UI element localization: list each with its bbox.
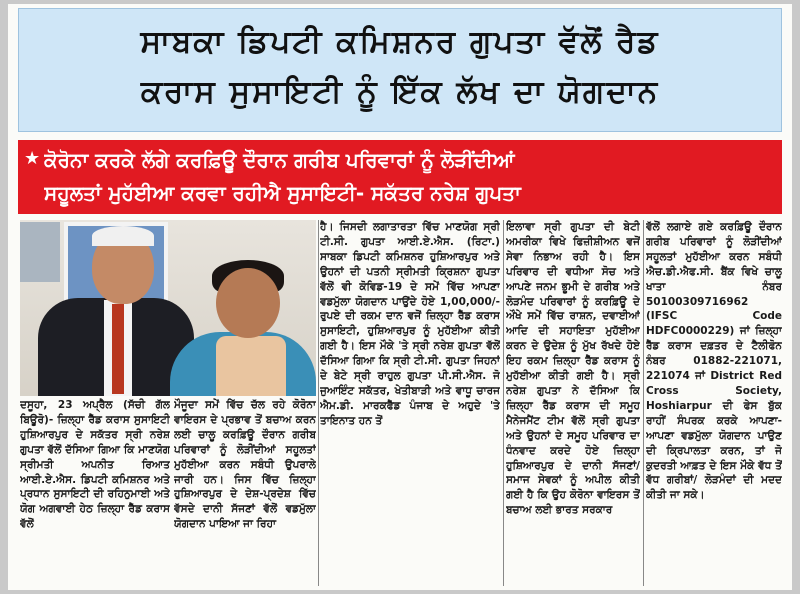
newspaper-clipping bbox=[8, 4, 792, 590]
article-column-4 bbox=[506, 220, 640, 586]
background-picture bbox=[20, 222, 60, 282]
subheadline-line-2: ਸਹੂਲਤਾਂ ਮੁਹੱਈਆ ਕਰਵਾ ਰਹੀਐ ਸੁਸਾਇਟੀ- ਸਕੱਤਰ ਨਰੇਸ਼ ਗੁਪਤਾ bbox=[44, 181, 521, 205]
photo-gupta-couple bbox=[20, 220, 316, 396]
headline-line-1: ਸਾਬਕਾ ਡਿਪਟੀ ਕਮਿਸ਼ਨਰ ਗੁਪਤਾ ਵੱਲੋਂ ਰੈਡ bbox=[140, 24, 660, 60]
article-column-1 bbox=[20, 398, 170, 586]
headline-box bbox=[18, 8, 782, 132]
man-hair bbox=[92, 226, 154, 246]
column-5-text: ਵੱਲੋਂ ਲਗਾਏ ਗਏ ਕਰਫ਼ਿਊ ਦੌਰਾਨ ਗਰੀਬ ਪਰਿਵਾਰਾਂ ਨੂੰ ਲੋੜੀਂਦੀਆਂ ਸਹੂਲਤਾਂ ਮੁਹੱਈਆ ਕਰਨ ਸਬੰਧੀ ਐਚ.ਡੀ.ਐਫ.ਸੀ. ਬੈਂਕ ਵਿਖੇ ਚਾਲੂ ਖਾਤਾ ਨੰਬਰ 50100309716962 (IFSC Code HDFC0000229) ਜਾਂ ਜ਼ਿਲ੍ਹਾ ਰੈੱਡ ਕਰਾਸ ਦਫ਼ਤਰ ਦੇ ਟੈਲੀਫੋਨ ਨੰਬਰ 01882-221071, 221074 ਜਾਂ District Red Cross Society, Hoshiarpur ਦੀ ਫੇਸ ਬੁੱਕ ਰਾਹੀਂ ਸੰਪਰਕ ਕਰਕੇ ਆਪਣਾ- ਆਪਣਾ ਵਡਮੁੱਲਾ ਯੋਗਦਾਨ ਪਾਉਣ ਦੀ ਕ੍ਰਿਪਾਲਤਾ ਕਰਨ, ਤਾਂ ਜੋ ਕੁਦਰਤੀ ਆਫ਼ਤ ਦੇ ਇਸ ਮੌਕੇ ਵੱਧ ਤੋਂ ਵੱਧ ਗਰੀਬਾਂ/ ਲੋੜਮੰਦਾਂ ਦੀ ਮਦਦ ਕੀਤੀ ਜਾ ਸਕੇ। bbox=[646, 221, 782, 502]
man-tie bbox=[112, 304, 124, 394]
column-4-text: ਇਲਾਵਾ ਸ੍ਰੀ ਗੁਪਤਾ ਦੀ ਬੇਟੀ ਅਮਰੀਕਾ ਵਿਖੇ ਫਿਜ਼ੀਸ਼ੀਅਨ ਵਜੋਂ ਸੇਵਾ ਨਿਭਾਅ ਰਹੀ ਹੈ। ਇਸ ਪਰਿਵਾਰ ਦੀ ਵਧੀਆ ਸੋਚ ਅਤੇ ਆਪਣੇ ਜਨਮ ਭੂਮੀ ਦੇ ਗਰੀਬ ਅਤੇ ਲੋੜਮੰਦ ਪਰਿਵਾਰਾਂ ਨੂੰ ਕਰਫ਼ਿਊ ਦੇ ਔਖੇ ਸਮੇਂ ਵਿੱਚ ਰਾਸ਼ਨ, ਦਵਾਈਆਂ ਆਦਿ ਦੀ ਸਹਾਇਤਾ ਮੁਹੱਈਆ ਕਰਨ ਦੇ ਉਦੇਸ਼ ਨੂੰ ਮੁੱਖ ਰੱਖਦੇ ਹੋਏ ਇਹ ਰਕਮ ਜ਼ਿਲ੍ਹਾ ਰੈੱਡ ਕਰਾਸ ਨੂੰ ਮੁਹੱਈਆ ਕੀਤੀ ਗਈ ਹੈ। ਸ੍ਰੀ ਨਰੇਸ਼ ਗੁਪਤਾ ਨੇ ਦੱਸਿਆ ਕਿ ਜ਼ਿਲ੍ਹਾ ਰੈੱਡ ਕਰਾਸ ਦੀ ਸਮੂਹ ਮੈਨੇਜਮੈਂਟ ਟੀਮ ਵੱਲੋਂ ਸ੍ਰੀ ਗੁਪਤਾ ਅਤੇ ਉਹਨਾਂ ਦੇ ਸਮੂਹ ਪਰਿਵਾਰ ਦਾ ਧੰਨਵਾਦ ਕਰਦੇ ਹੋਏ ਜ਼ਿਲ੍ਹਾ ਹੁਸ਼ਿਆਰਪੁਰ ਦੇ ਦਾਨੀ ਸੱਜਣਾਂ/ ਸਮਾਜ ਸੇਵਕਾਂ ਨੂੰ ਅਪੀਲ ਕੀਤੀ ਗਈ ਹੈ ਕਿ ਉਹ ਕੋਰੋਨਾ ਵਾਇਰਸ ਤੋਂ ਬਚਾਅ ਲਈ ਭਾਰਤ ਸਰਕਾਰ bbox=[506, 221, 640, 517]
woman-face bbox=[216, 268, 280, 338]
star-bullet-icon: ★ bbox=[24, 148, 41, 169]
article-column-5 bbox=[646, 220, 782, 586]
column-divider bbox=[318, 220, 319, 586]
headline-line-2: ਕਰਾਸ ਸੁਸਾਇਟੀ ਨੂੰ ਇੱਕ ਲੱਖ ਦਾ ਯੋਗਦਾਨ bbox=[140, 74, 660, 110]
woman-blouse bbox=[216, 336, 286, 396]
column-divider bbox=[643, 220, 644, 586]
article-column-2 bbox=[174, 398, 316, 586]
subheadline-banner bbox=[18, 140, 782, 214]
subheadline-line-1: ਕੋਰੋਨਾ ਕਰਕੇ ਲੱਗੇ ਕਰਫ਼ਿਊ ਦੌਰਾਨ ਗਰੀਬ ਪਰਿਵਾਰਾਂ ਨੂੰ ਲੋੜੀਂਦੀਆਂ bbox=[44, 148, 515, 172]
column-3-text: ਹੈ। ਜਿਸਦੀ ਲਗਾਤਾਰਤਾ ਵਿੱਚ ਮਾਣਯੋਗ ਸ੍ਰੀ ਟੀ.ਸੀ. ਗੁਪਤਾ ਆਈ.ਏ.ਐਸ. (ਰਿਟਾ.) ਸਾਬਕਾ ਡਿਪਟੀ ਕਮਿਸ਼ਨਰ ਹੁਸ਼ਿਆਰਪੁਰ ਅਤੇ ਉਹਨਾਂ ਦੀ ਪਤਨੀ ਸ੍ਰੀਮਤੀ ਕ੍ਰਿਸ਼ਨਾ ਗੁਪਤਾ ਵੱਲੋਂ ਵੀ ਕੋਵਿਡ-19 ਦੇ ਸਮੇਂ ਵਿੱਚ ਆਪਣਾ ਵਡਮੁੱਲਾ ਯੋਗਦਾਨ ਪਾਉਂਦੇ ਹੋਏ 1,00,000/- ਰੁਪਏ ਦੀ ਰਕਮ ਦਾਨ ਵਜੋਂ ਜ਼ਿਲ੍ਹਾ ਰੈੱਡ ਕਰਾਸ ਸੁਸਾਇਟੀ, ਹੁਸ਼ਿਆਰਪੁਰ ਨੂੰ ਮੁਹੱਈਆ ਕੀਤੀ ਗਈ ਹੈ। ਇਸ ਮੌਕੇ 'ਤੇ ਸ੍ਰੀ ਨਰੇਸ਼ ਗੁਪਤਾ ਵੱਲੋਂ ਦੱਸਿਆ ਗਿਆ ਕਿ ਸ੍ਰੀ ਟੀ.ਸੀ. ਗੁਪਤਾ ਜਿਹਨਾਂ ਦੇ ਬੇਟੇ ਸ੍ਰੀ ਰਾਹੁਲ ਗੁਪਤਾ ਪੀ.ਸੀ.ਐਸ. ਜੋ ਜੁਆਇੰਟ ਸਕੱਤਰ, ਖੇਤੀਬਾੜੀ ਅਤੇ ਵਾਧੂ ਚਾਰਜ ਐਮ.ਡੀ. ਮਾਰਕਫੈੱਡ ਪੰਜਾਬ ਦੇ ਅਹੁਦੇ 'ਤੇ ਤਾਇਨਾਤ ਹਨ ਤੋਂ bbox=[320, 221, 500, 427]
column-1-text: ਦਸੂਹਾ, 23 ਅਪ੍ਰੈਲ (ਸੱਚੀ ਗੱਲ ਬਿਊਰੋ)- ਜ਼ਿਲ੍ਹਾ ਰੈੱਡ ਕਰਾਸ ਸੁਸਾਇਟੀ ਹੁਸ਼ਿਆਰਪੁਰ ਦੇ ਸਕੱਤਰ ਸ੍ਰੀ ਨਰੇਸ਼ ਗੁਪਤਾ ਵੱਲੋਂ ਦੱਸਿਆ ਗਿਆ ਕਿ ਮਾਣਯੋਗ ਸ੍ਰੀਮਤੀ ਅਪਨੀਤ ਰਿਆਤ ਆਈ.ਏ.ਐਸ. ਡਿਪਟੀ ਕਮਿਸ਼ਨਰ ਅਤੇ ਪ੍ਰਧਾਨ ਸੁਸਾਇਟੀ ਦੀ ਰਹਿਨੁਮਾਈ ਅਤੇ ਯੋਗ ਅਗਵਾਈ ਹੇਠ ਜ਼ਿਲ੍ਹਾ ਰੈੱਡ ਕਰਾਸ ਵੱਲੋਂ bbox=[20, 399, 170, 531]
column-divider bbox=[503, 220, 504, 586]
article-column-3 bbox=[320, 220, 500, 586]
column-2-text: ਮੌਜੂਦਾ ਸਮੇਂ ਵਿੱਚ ਚੱਲ ਰਹੇ ਕੋਰੋਨਾ ਵਾਇਰਸ ਦੇ ਪ੍ਰਭਾਵ ਤੋਂ ਬਚਾਅ ਕਰਨ ਲਈ ਚਾਲੂ ਕਰਫ਼ਿਊ ਦੌਰਾਨ ਗਰੀਬ ਪਰਿਵਾਰਾਂ ਨੂੰ ਲੋੜੀਂਦੀਆਂ ਸਹੂਲਤਾਂ ਮੁਹੱਈਆ ਕਰਨ ਸਬੰਧੀ ਉਪਰਾਲੇ ਜਾਰੀ ਹਨ। ਜਿਸ ਵਿੱਚ ਜ਼ਿਲ੍ਹਾ ਹੁਸ਼ਿਆਰਪੁਰ ਦੇ ਦੇਸ਼-ਪ੍ਰਦੇਸ਼ ਵਿੱਚ ਵੱਸਦੇ ਦਾਨੀ ਸੱਜਣਾਂ ਵੱਲੋਂ ਵਡਮੁੱਲਾ ਯੋਗਦਾਨ ਪਾਇਆ ਜਾ ਰਿਹਾ bbox=[174, 399, 316, 531]
